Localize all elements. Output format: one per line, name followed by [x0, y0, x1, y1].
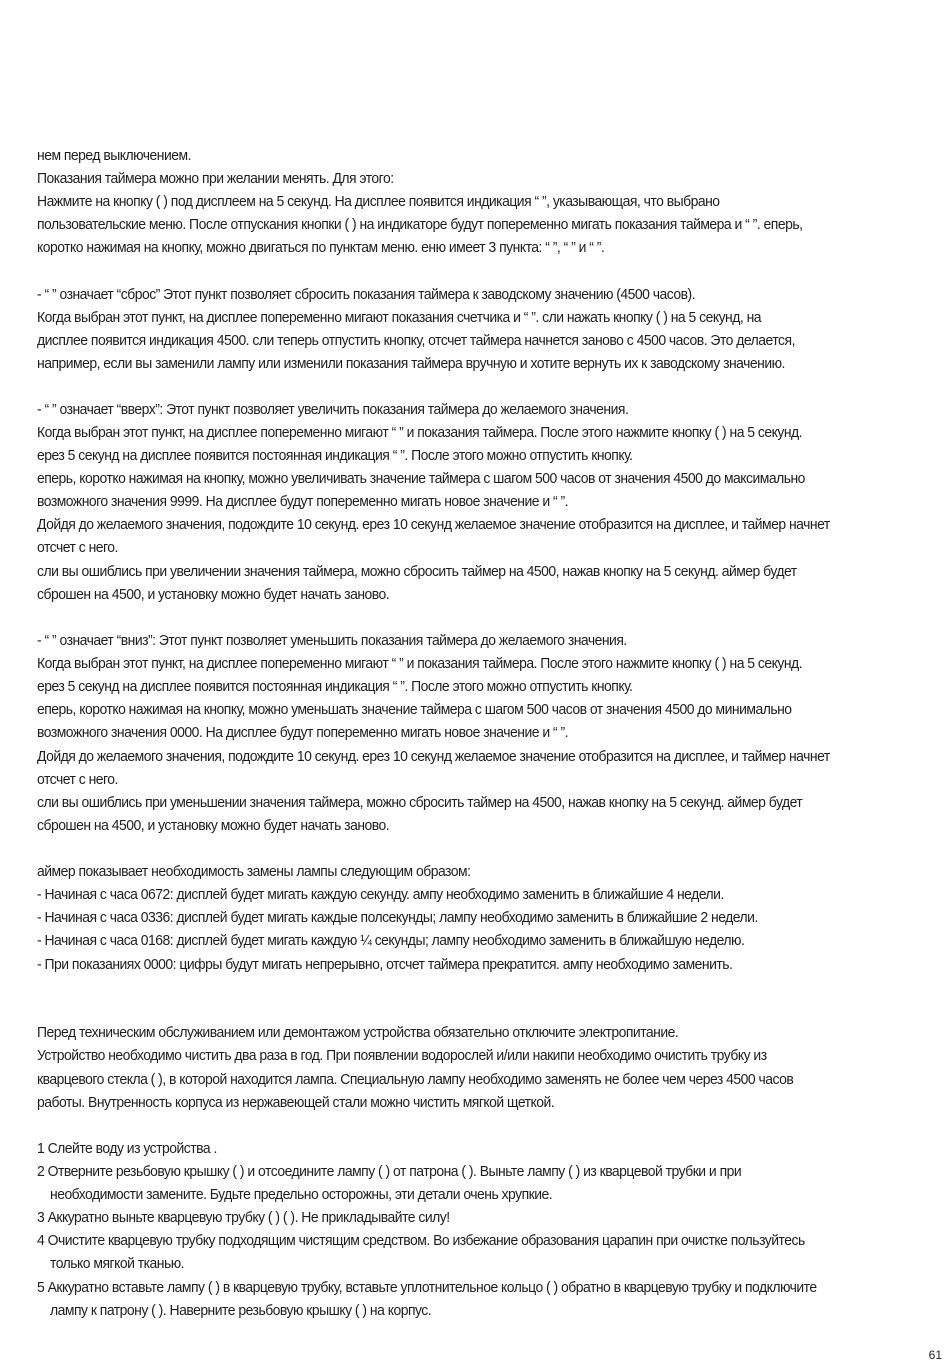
text-line: Устройство необходимо чистить два раза в год. При появлении водорослей и/или накипи необходимо очистить трубку из [37, 1047, 767, 1064]
text-line: отсчет с него. [37, 539, 118, 556]
text-line: сброшен на 4500, и установку можно будет начать заново. [37, 586, 390, 603]
text-line: еперь, коротко нажимая на кнопку, можно увеличивать значение таймера с шагом 500 часов от значения 4500 до максимально [37, 470, 805, 487]
text-line: - “ ” означает “сброс” Этот пункт позволяет сбросить показания таймера к заводскому значению (4500 часов). [37, 286, 696, 303]
text-line: работы. Внутренность корпуса из нержавеющей стали можно чистить мягкой щеткой. [37, 1094, 555, 1111]
text-line: кварцевого стекла ( ), в которой находится лампа. Специальную лампу необходимо заменять не более чем через 4500 часов [37, 1071, 794, 1088]
text-line: возможного значения 0000. На дисплее будут попеременно мигать новое значение и “ ”. [37, 724, 568, 741]
list-item: 5 Аккуратно вставьте лампу ( ) в кварцевую трубку, вставьте уплотнительное кольцо ( ) обратно в кварцевую трубку и подключите [37, 1279, 817, 1296]
text-line: Нажмите на кнопку ( ) под дисплеем на 5 секунд. На дисплее появится индикация “ ”, указывающая, что выбрано [37, 193, 720, 210]
text-line: сброшен на 4500, и установку можно будет начать заново. [37, 817, 390, 834]
text-line: Перед техническим обслуживанием или демонтажом устройства обязательно отключите электропитание. [37, 1024, 679, 1041]
text-line: Показания таймера можно при желании менять. Для этого: [37, 170, 394, 187]
list-item: 3 Аккуратно выньте кварцевую трубку ( ) ( ). Не прикладывайте силу! [37, 1209, 450, 1226]
text-line: Когда выбран этот пункт, на дисплее попеременно мигают “ ” и показания таймера. После этого нажмите кнопку ( ) на 5 секунд. [37, 424, 803, 441]
text-line: отсчет с него. [37, 771, 118, 788]
page-number: 61 [928, 1348, 942, 1362]
list-item: - Начиная с часа 0336: дисплей будет мигать каждые полсекунды; лампу необходимо заменить в ближайшие 2 недели. [37, 909, 758, 926]
text-line: возможного значения 9999. На дисплее будут попеременно мигать новое значение и “ ”. [37, 493, 568, 510]
text-line: Когда выбран этот пункт, на дисплее попеременно мигают показания счетчика и “ ”. сли нажать кнопку ( ) на 5 секунд, на [37, 309, 762, 326]
list-item-continuation: лампу к патрону ( ). Наверните резьбовую крышку ( ) на корпус. [50, 1302, 432, 1319]
list-item: 4 Очистите кварцевую трубку подходящим чистящим средством. Во избежание образования царапин при очистке пользуйтесь [37, 1232, 805, 1249]
text-line: коротко нажимая на кнопку, можно двигаться по пунктам меню. еню имеет 3 пункта: “ ”, “ ” и “ ”. [37, 239, 605, 256]
list-item: 1 Слейте воду из устройства . [37, 1140, 217, 1157]
text-line: например, если вы заменили лампу или изменили показания таймера вручную и хотите вернуть их к заводскому значению. [37, 355, 785, 372]
text-line: пользовательские меню. После отпускания кнопки ( ) на индикаторе будут попеременно мигать показания таймера и “ ”. еперь, [37, 216, 803, 233]
text-line: ерез 5 секунд на дисплее появится постоянная индикация “ ”. После этого можно отпустить кнопку. [37, 678, 633, 695]
text-line: дисплее появится индикация 4500. сли теперь отпустить кнопку, отсчет таймера начнется заново с 4500 часов. Это делается, [37, 332, 795, 349]
list-item-continuation: необходимости замените. Будьте предельно осторожны, эти детали очень хрупкие. [50, 1186, 553, 1203]
list-item: 2 Отверните резьбовую крышку ( ) и отсоедините лампу ( ) от патрона ( ). Выньте лампу ( ) из кварцевой трубки и при [37, 1163, 742, 1180]
list-item: - При показаниях 0000: цифры будут мигать непрерывно, отсчет таймера прекратится. ампу необходимо заменить. [37, 956, 733, 973]
list-item: - Начиная с часа 0672: дисплей будет мигать каждую секунду. ампу необходимо заменить в ближайшие 4 недели. [37, 886, 724, 903]
text-line: сли вы ошиблись при уменьшении значения таймера, можно сбросить таймер на 4500, нажав кнопку на 5 секунд. аймер будет [37, 794, 803, 811]
text-line: - “ ” означает “вверх”: Этот пункт позволяет увеличить показания таймера до желаемого значения. [37, 401, 629, 418]
text-line: аймер показывает необходимость замены лампы следующим образом: [37, 863, 471, 880]
text-line: - “ ” означает “вниз”: Этот пункт позволяет уменьшить показания таймера до желаемого значения. [37, 632, 627, 649]
text-line: Дойдя до желаемого значения, подождите 10 секунд. ерез 10 секунд желаемое значение отобразится на дисплее, и таймер начнет [37, 748, 830, 765]
text-line: нем перед выключением. [37, 147, 191, 164]
text-line: еперь, коротко нажимая на кнопку, можно уменьшать значение таймера с шагом 500 часов от значения 4500 до минимально [37, 701, 792, 718]
list-item: - Начиная с часа 0168: дисплей будет мигать каждую ¼ секунды; лампу необходимо заменить в ближайшую неделю. [37, 932, 745, 949]
text-line: Когда выбран этот пункт, на дисплее попеременно мигают “ ” и показания таймера. После этого нажмите кнопку ( ) на 5 секунд. [37, 655, 803, 672]
text-line: Дойдя до желаемого значения, подождите 10 секунд. ерез 10 секунд желаемое значение отобразится на дисплее, и таймер начнет [37, 516, 830, 533]
text-line: сли вы ошиблись при увеличении значения таймера, можно сбросить таймер на 4500, нажав кнопку на 5 секунд. аймер будет [37, 563, 797, 580]
list-item-continuation: только мягкой тканью. [50, 1255, 185, 1272]
text-line: ерез 5 секунд на дисплее появится постоянная индикация “ ”. После этого можно отпустить кнопку. [37, 447, 633, 464]
